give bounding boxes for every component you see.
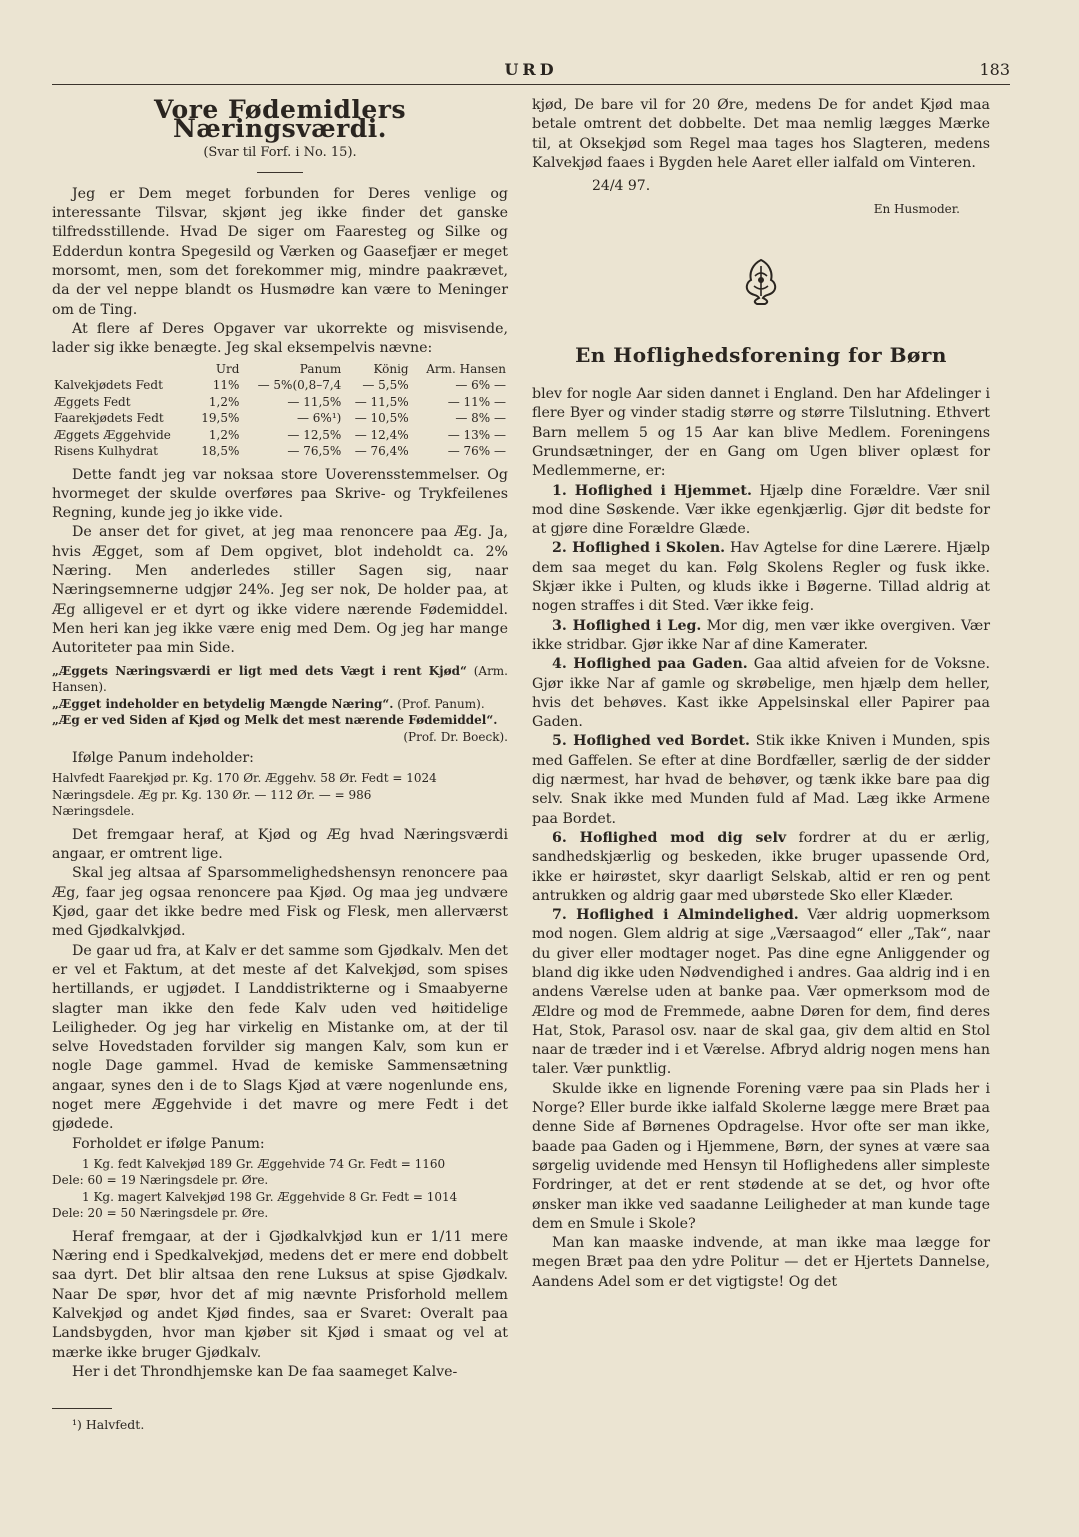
rule-item [532, 539, 990, 616]
quote: „Æg er ved Siden af Kjød og Melk det mest nærende Fødemiddel“. [52, 713, 498, 728]
divider [257, 172, 303, 173]
quote-attribution: (Prof. Panum). [397, 696, 485, 711]
quotes-block [52, 663, 508, 746]
table-cell: — 11,5% [287, 394, 342, 409]
table-row [52, 410, 508, 427]
rule-heading: 2. Hoflighed i Skolen. [552, 540, 726, 557]
figure-line: Næringsdele. Æg pr. Kg. 130 Ør. — 112 Ør. — = 986 [52, 787, 372, 802]
panum-figures [52, 770, 508, 820]
rule-heading: 1. Hoflighed i Hjemmet. [552, 482, 752, 499]
rule-heading: 6. Hoflighed mod dig selv [552, 829, 787, 846]
table-cell: — 76,5% [287, 444, 342, 459]
figure-line: Dele: 60 = 19 Næringsdele pr. Øre. [52, 1173, 269, 1188]
table-cell: — 12,4% [354, 427, 409, 442]
quote: „Ægget indeholder en betydelig Mængde Næring“. [52, 696, 394, 711]
table-row [52, 377, 508, 394]
rule-item [532, 482, 990, 540]
paragraph: De anser det for givet, at jeg maa renoncere paa Æg. Ja, hvis Ægget, som af Dem opgivet, blot indeholdt ca. 2% Næring. Men anderledes stiller Sagen sig, naar Næringsemnerne udgjør 24%. Jeg ser nok, De holder paa, at Æg alligevel er et dyrt og ikke videre nærende Fødemiddel. Men heri kan jeg ikke være enig med Dem. Og jeg har mange Autoriteter paa min Side. [52, 524, 508, 657]
paragraph: Det fremgaar heraf, at Kjød og Æg hvad Næringsværdi angaar, er omtrent lige. [52, 826, 508, 863]
article-title-2: En Hoflighedsforening for Børn [575, 342, 947, 367]
paragraph: De gaar ud fra, at Kalv er det samme som Gjødkalv. Men det er vel et Faktum, at det meste af det Kalvekjød, som spises hertillands, er ugjødet. I Landdistrikterne og i Smaabyerne slagter man ikke den fede Kalv uden ved høitidelige Leiligheder. Og jeg har virkelig en Mistanke om, at der til selve Hovedstaden forvilder sig mangen Kalv, som kun er nogle Dage gammel. Hvad de kemiske Sammensætning angaar, synes den i de to Slags Kjød at være nogenlunde ens, noget mere Æggehvide i det mavre og mere Fedt i det gjødede. [52, 942, 508, 1133]
table-row [52, 427, 508, 444]
table-cell: — 5%(0,8–7,4 [257, 378, 342, 393]
paragraph: Ifølge Panum indeholder: [72, 750, 254, 767]
rule-item [532, 655, 990, 732]
rule-item [532, 732, 990, 828]
table-cell: — 5,5% [362, 378, 409, 393]
rule-body: Gaa altid afveien for de Voksne. Gjør ikke Nar af gamle og skrøbelige, men hjælp dem heller, hvis det behøves. Kast ikke Appelsinskal eller Papirer paa Gaden. [532, 656, 991, 731]
table-cell: Kalvekjødets Fedt [54, 378, 163, 393]
table-row [52, 443, 508, 460]
table-header: Urd [215, 361, 240, 376]
rule-body: fordrer at du er ærlig, sandhedskjærlig og beskeden, ikke bruger upassende Ord, ikke er høirøstet, skyr daarligt Selskab, altid er ren og pent antrukken og aldrig gaar med ubørstede Sko eller Klæder. [532, 829, 990, 904]
table-cell: 19,5% [201, 411, 240, 426]
paragraph: Jeg er Dem meget forbunden for Deres venlige og interessante Tilsvar, skjønt jeg ikke finder det ganske tilfredsstillende. Hvad De siger om Faaresteg og Silke og Edderdun kontra Spegesild og Værken og Gaasefjær er meget morsomt, men, som det forekommer mig, mindre paakrævet, da der vel neppe blandt os Husmødre kan være to Meninger om de Ting. [52, 185, 508, 318]
nutrition-table [52, 361, 508, 460]
rule-body: Stik ikke Kniven i Munden, spis med Gaffelen. Se efter at dine Bordfæller, særlig de der sidder dig nærmest, har hvad de behøver, og tænk ikke bare paa dig selv. Snak ikke med Munden fuld af Mad. Læg ikke Armene paa Bordet. [532, 733, 990, 827]
journal-name: URD [504, 60, 558, 79]
article-title: Vore Fødemidlers Næringsværdi. [153, 95, 407, 144]
table-cell: Faarekjødets Fedt [54, 411, 164, 426]
right-column [532, 96, 990, 1292]
paragraph: At flere af Deres Opgaver var ukorrekte og misvisende, lader sig ikke benægte. Jeg skal eksempelvis nævne: [52, 320, 508, 357]
table-cell: Æggets Æggehvide [54, 427, 171, 442]
rule-body: Vær aldrig uopmerksom mod nogen. Glem aldrig at sige „Værsaagod“ eller „Tak“, naar du giver eller modtager noget. Pas dine egne Anliggender og bland dig ikke uden Nødvendighed i andres. Gaa aldrig ind i en andens Værelse uden at banke paa. Vær opmerksom mod de Ældre og mod de Fremmede, aabne Døren for dem, find deres Hat, Stok, Parasol osv. naar de skal gaa, giv dem altid en Stol naar de træder ind i et Værelse. Afbryd aldrig nogen mens han taler. Vær punktlig. [532, 907, 991, 1078]
running-head [52, 60, 1010, 85]
table-header [52, 361, 192, 378]
rule-item [532, 829, 990, 906]
footnote-divider [52, 1408, 112, 1409]
table-cell: — 76% — [447, 444, 506, 459]
table-cell: — 6%¹) [296, 411, 342, 426]
table-cell: — 11% — [447, 394, 506, 409]
table-header: Arm. Hansen [426, 361, 506, 376]
quote-attribution: (Arm. Hansen). [52, 663, 508, 695]
table-cell: 11% [212, 378, 240, 393]
quote-attribution: (Prof. Dr. Boeck). [403, 729, 508, 744]
figure-line: Dele: 20 = 50 Næringsdele pr. Øre. [52, 1206, 269, 1221]
table-header: König [373, 361, 409, 376]
figure-line: 1 Kg. fedt Kalvekjød 189 Gr. Æggehvide 74 Gr. Fedt = 1160 [82, 1156, 446, 1171]
signature: En Husmoder. [873, 202, 960, 217]
table-cell: — 12,5% [287, 427, 342, 442]
table-cell: — 13% — [447, 427, 506, 442]
paragraph: Skulde ikke en lignende Forening være paa sin Plads her i Norge? Eller burde ikke ialfald Skolerne lægge mere Bræt paa denne Side af Børnenes Opdragelse. Hvor ofte ser man ikke, baade paa Gaden og i Hjemmene, Børn, der synes at være saa sørgelig uvidende med Hensyn til Hoflighedens aller simpleste Fordringer, at det er rent stødende at se det, og hvor ofte ønsker man ikke ved saadanne Leiligheder at man kunde tage dem en Smule i Skole? [532, 1080, 990, 1232]
table-cell: Æggets Fedt [54, 394, 131, 409]
table-row [52, 394, 508, 411]
article-subtitle: (Svar til Forf. i No. 15). [203, 144, 357, 160]
rule-heading: 7. Hoflighed i Almindelighed. [552, 907, 799, 924]
paragraph: Skal jeg altsaa af Sparsommelighedshensyn renoncere paa Æg, faar jeg ogsaa renoncere paa Kjød. Og maa jeg undvære Kjød, gaar det ikke bedre med Fisk og Flesk, men allerværst med Gjødkalvkjød. [52, 865, 508, 940]
rule-body: Hjælp dine Forældre. Vær snil mod dine Søskende. Vær ikke egenkjærlig. Gjør dit bedste for at gjøre dine Forældre Glæde. [532, 482, 990, 538]
rule-heading: 4. Hoflighed paa Gaden. [552, 656, 748, 673]
paragraph: Forholdet er ifølge Panum: [72, 1135, 265, 1152]
table-cell: — 76,4% [354, 444, 409, 459]
paragraph: Heraf fremgaar, at der i Gjødkalvkjød kun er 1/11 mere Næring end i Spedkalvekjød, medens det er mere end dobbelt saa dyrt. Det blir altsaa den rene Luksus at spise Gjødkalv. Naar De spør, hvor det af mig nævnte Prisforhold mellem Kalvekjød og andet Kjød findes, saa er Svaret: Overalt paa Landsbygden, hvor man kjøber sit Kjød i smaat og vel at mærke ikke bruger Gjødkalv. [52, 1228, 508, 1361]
calf-figures [52, 1156, 508, 1222]
table-cell: 18,5% [201, 444, 240, 459]
figure-line: Halvfedt Faarekjød pr. Kg. 170 Ør. Æggehv. 58 Ør. Fedt = 1024 [52, 771, 437, 786]
rule-item [532, 617, 990, 656]
table-cell: 1,2% [208, 394, 240, 409]
rule-body: Mor dig, men vær ikke overgiven. Vær ikke stridbar. Gjør ikke Nar af dine Kamerater. [532, 617, 991, 653]
ornament-icon [739, 256, 783, 306]
table-cell: — 10,5% [354, 411, 409, 426]
date-line: 24/4 97. [592, 178, 651, 195]
left-column [52, 96, 508, 1435]
paragraph: Her i det Throndhjemske kan De faa saameget Kalve- [72, 1363, 458, 1380]
rule-item [532, 906, 990, 1080]
figure-line: Næringsdele. [52, 804, 135, 819]
rule-body: Hav Agtelse for dine Lærere. Hjælp dem saa meget du kan. Følg Skolens Regler og fusk ikke. Skjær ikke i Pulten, og kluds ikke i Bøgerne. Tillad aldrig at nogen straffes i dit Sted. Vær ikke feig. [532, 540, 990, 615]
paragraph: kjød, De bare vil for 20 Øre, medens De for andet Kjød maa betale omtrent det dobbelte. Det maa nemlig lægges Mærke til, at Oksekjød som Regel maa tages hos Slagteren, medens Kalvekjød faaes i Bygden hele Aaret eller ialfald om Vinteren. [532, 97, 990, 171]
paragraph: Man kan maaske indvende, at man ikke maa lægge for megen Bræt paa den ydre Politur — det er Hjertets Dannelse, Aandens Adel som er det vigtigste! Og det [532, 1235, 990, 1290]
table-header: Panum [299, 361, 342, 376]
rule-heading: 3. Hoflighed i Leg. [552, 617, 702, 634]
paragraph: Dette fandt jeg var noksaa store Uoverensstemmelser. Og hvormeget der skulde overføres paa Skrive- og Trykfeilenes Regning, kunde jeg jo ikke vide. [52, 466, 508, 522]
table-cell: 1,2% [208, 427, 240, 442]
table-cell: — 6% — [455, 378, 506, 393]
quote: „Æggets Næringsværdi er ligt med dets Vægt i rent Kjød“ [52, 663, 467, 678]
table-header-row [52, 361, 508, 378]
paragraph: blev for nogle Aar siden dannet i England. Den har Afdelinger i flere Byer og vinder stadig større og større Tilslutning. Ethvert Barn mellem 5 og 15 Aar kan blive Medlem. Foreningens Grundsætninger, der en Gang om Ugen bliver oplæst for Medlemmerne, er: [532, 386, 990, 480]
figure-line: 1 Kg. magert Kalvekjød 198 Gr. Æggehvide 8 Gr. Fedt = 1014 [82, 1189, 458, 1204]
footnote: ¹) Halvfedt. [72, 1417, 145, 1433]
rule-heading: 5. Hoflighed ved Bordet. [552, 733, 750, 750]
table-cell: — 11,5% [354, 394, 409, 409]
table-cell: Risens Kulhydrat [54, 444, 159, 459]
page-number: 183 [979, 60, 1010, 79]
table-cell: — 8% — [455, 411, 506, 426]
